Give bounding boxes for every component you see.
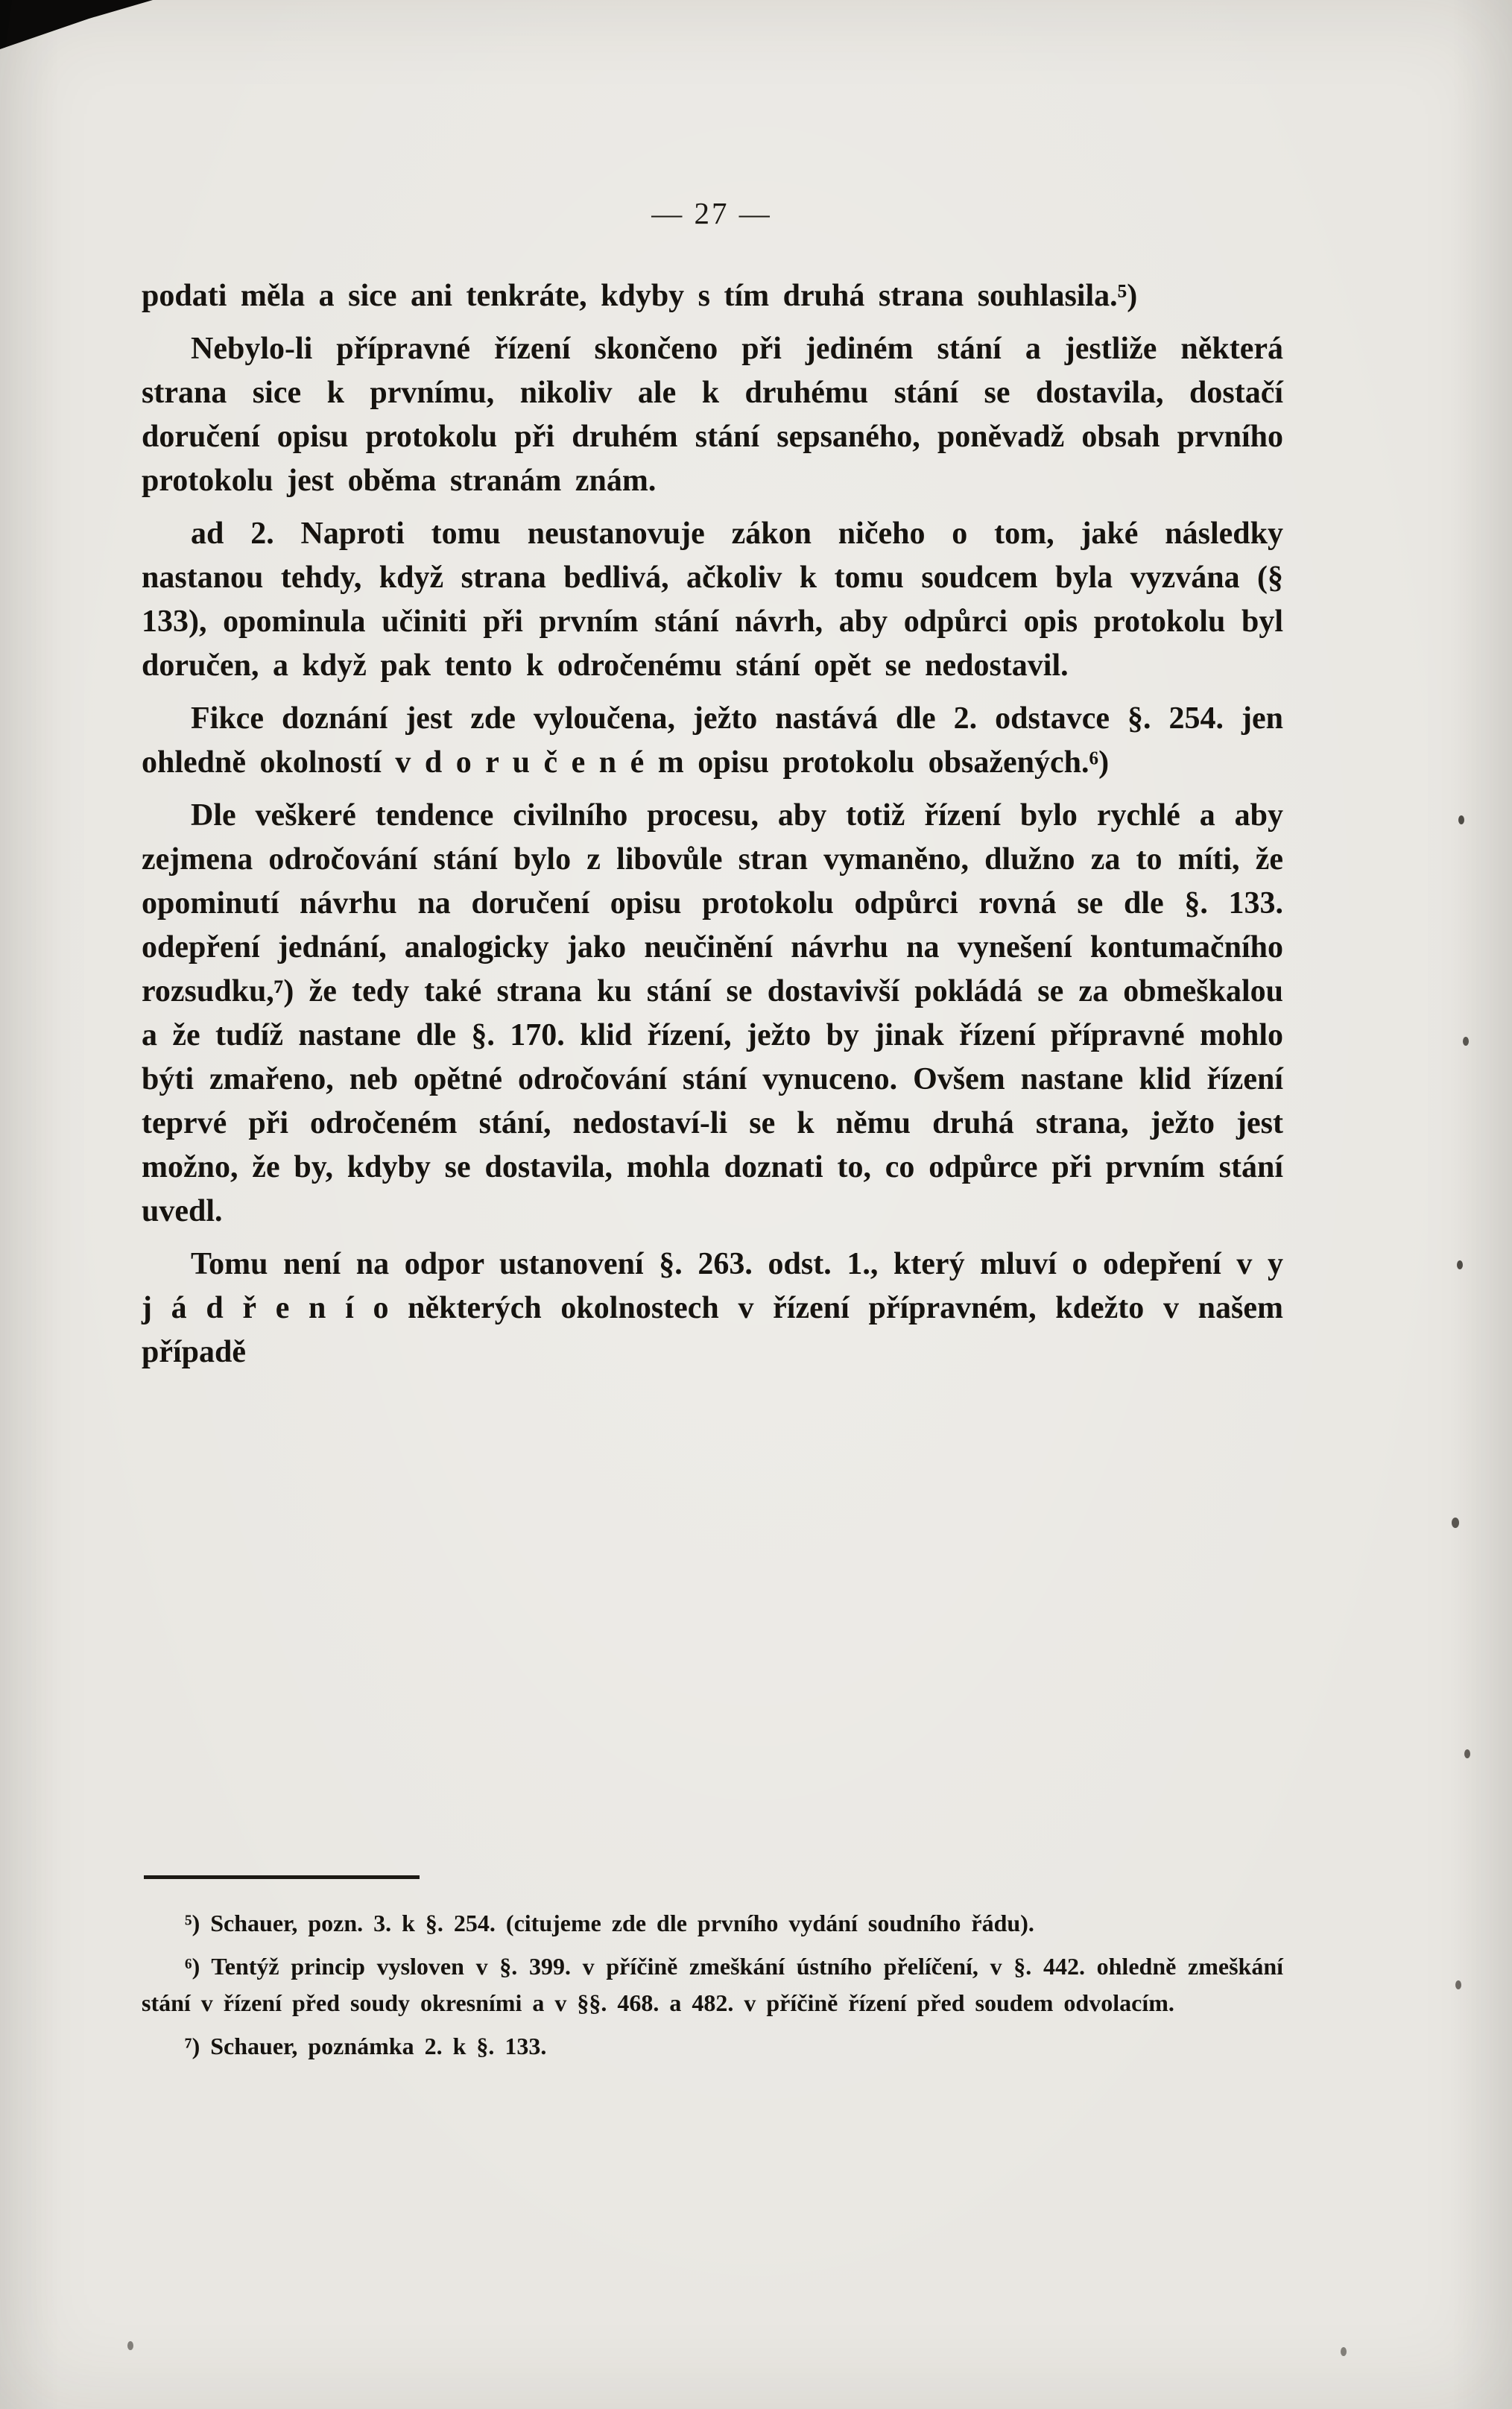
footnote-6: ⁶) Tentýž princip vysloven v §. 399. v příčině zmeškání ústního přelíčení, v §. 442. ohledně zmeškání stání v řízení před soudy okresními a v §§. 468. a 482. v příčině řízení před soudem odvolacím. <box>142 1953 1283 2016</box>
scan-edge-specks <box>0 0 4 7</box>
paragraph-5: Dle veškeré tendence civilního procesu, aby totiž řízení bylo rychlé a aby zejmena odročování stání bylo z libovůle stran vymaněno, dlužno za to míti, že opominutí návrhu na doručení opisu protokolu odpůrci rovná se dle §. 133. odepření jednání, analogicky jako neučinění návrhu na vynešení kontumačního rozsudku,⁷) že tedy také strana ku stání se dostavivší pokládá se za obmeškalou a že tudíž nastane dle §. 170. klid řízení, ježto by jinak řízení přípravné mohlo býti zmařeno, neb opětné odročování stání vynuceno. Ovšem nastane klid řízení teprvé při odročeném stání, nedostaví-li se k němu druhá strana, ježto jest možno, že by, kdyby se dostavila, mohla doznati to, co odpůrce při prvním stání uvedl. <box>142 798 1283 1228</box>
paragraph-3: ad 2. Naproti tomu neustanovuje zákon ničeho o tom, jaké následky nastanou tehdy, když strana bedlivá, ačkoliv k tomu soudcem byla vyzvána (§ 133), opominula učiniti při prvním stání návrh, aby odpůrci opis protokolu byl doručen, a když pak tento k odročenému stání opět se nedostavil. <box>142 517 1283 683</box>
footnote-5: ⁵) Schauer, pozn. 3. k §. 254. (citujeme zde dle prvního vydání soudního řádu). <box>185 1910 1034 1936</box>
paragraph-2: Nebylo-li přípravné řízení skončeno při jediném stání a jestliže některá strana sice k prvnímu, nikoliv ale k druhému stání se dostavila, dostačí doručení opisu protokolu při druhém stání sepsaného, poněvadž obsah prvního protokolu jest oběma stranám znám. <box>142 332 1283 498</box>
paragraph-6: Tomu není na odpor ustanovení §. 263. odst. 1., který mluví o odepření v y j á d ř e n í o některých okolnostech v řízení přípravném, kdežto v našem případě <box>142 1247 1283 1369</box>
paragraph-4: Fikce doznání jest zde vyloučena, ježto nastává dle 2. odstavce §. 254. jen ohledně okolností v d o r u č e n é m opisu protokolu obsažených.⁶) <box>142 701 1283 780</box>
scan-corner-artifact <box>0 0 153 49</box>
footnotes <box>142 1905 1283 2071</box>
footnote-7: ⁷) Schauer, poznámka 2. k §. 133. <box>185 2033 547 2059</box>
page-number: — 27 — <box>651 196 772 230</box>
footnote-separator-rule <box>144 1875 420 1879</box>
page-body <box>142 274 1283 1383</box>
paragraph-1: podati měla a sice ani tenkráte, kdyby s tím druhá strana souhlasila.⁵) <box>142 279 1138 313</box>
